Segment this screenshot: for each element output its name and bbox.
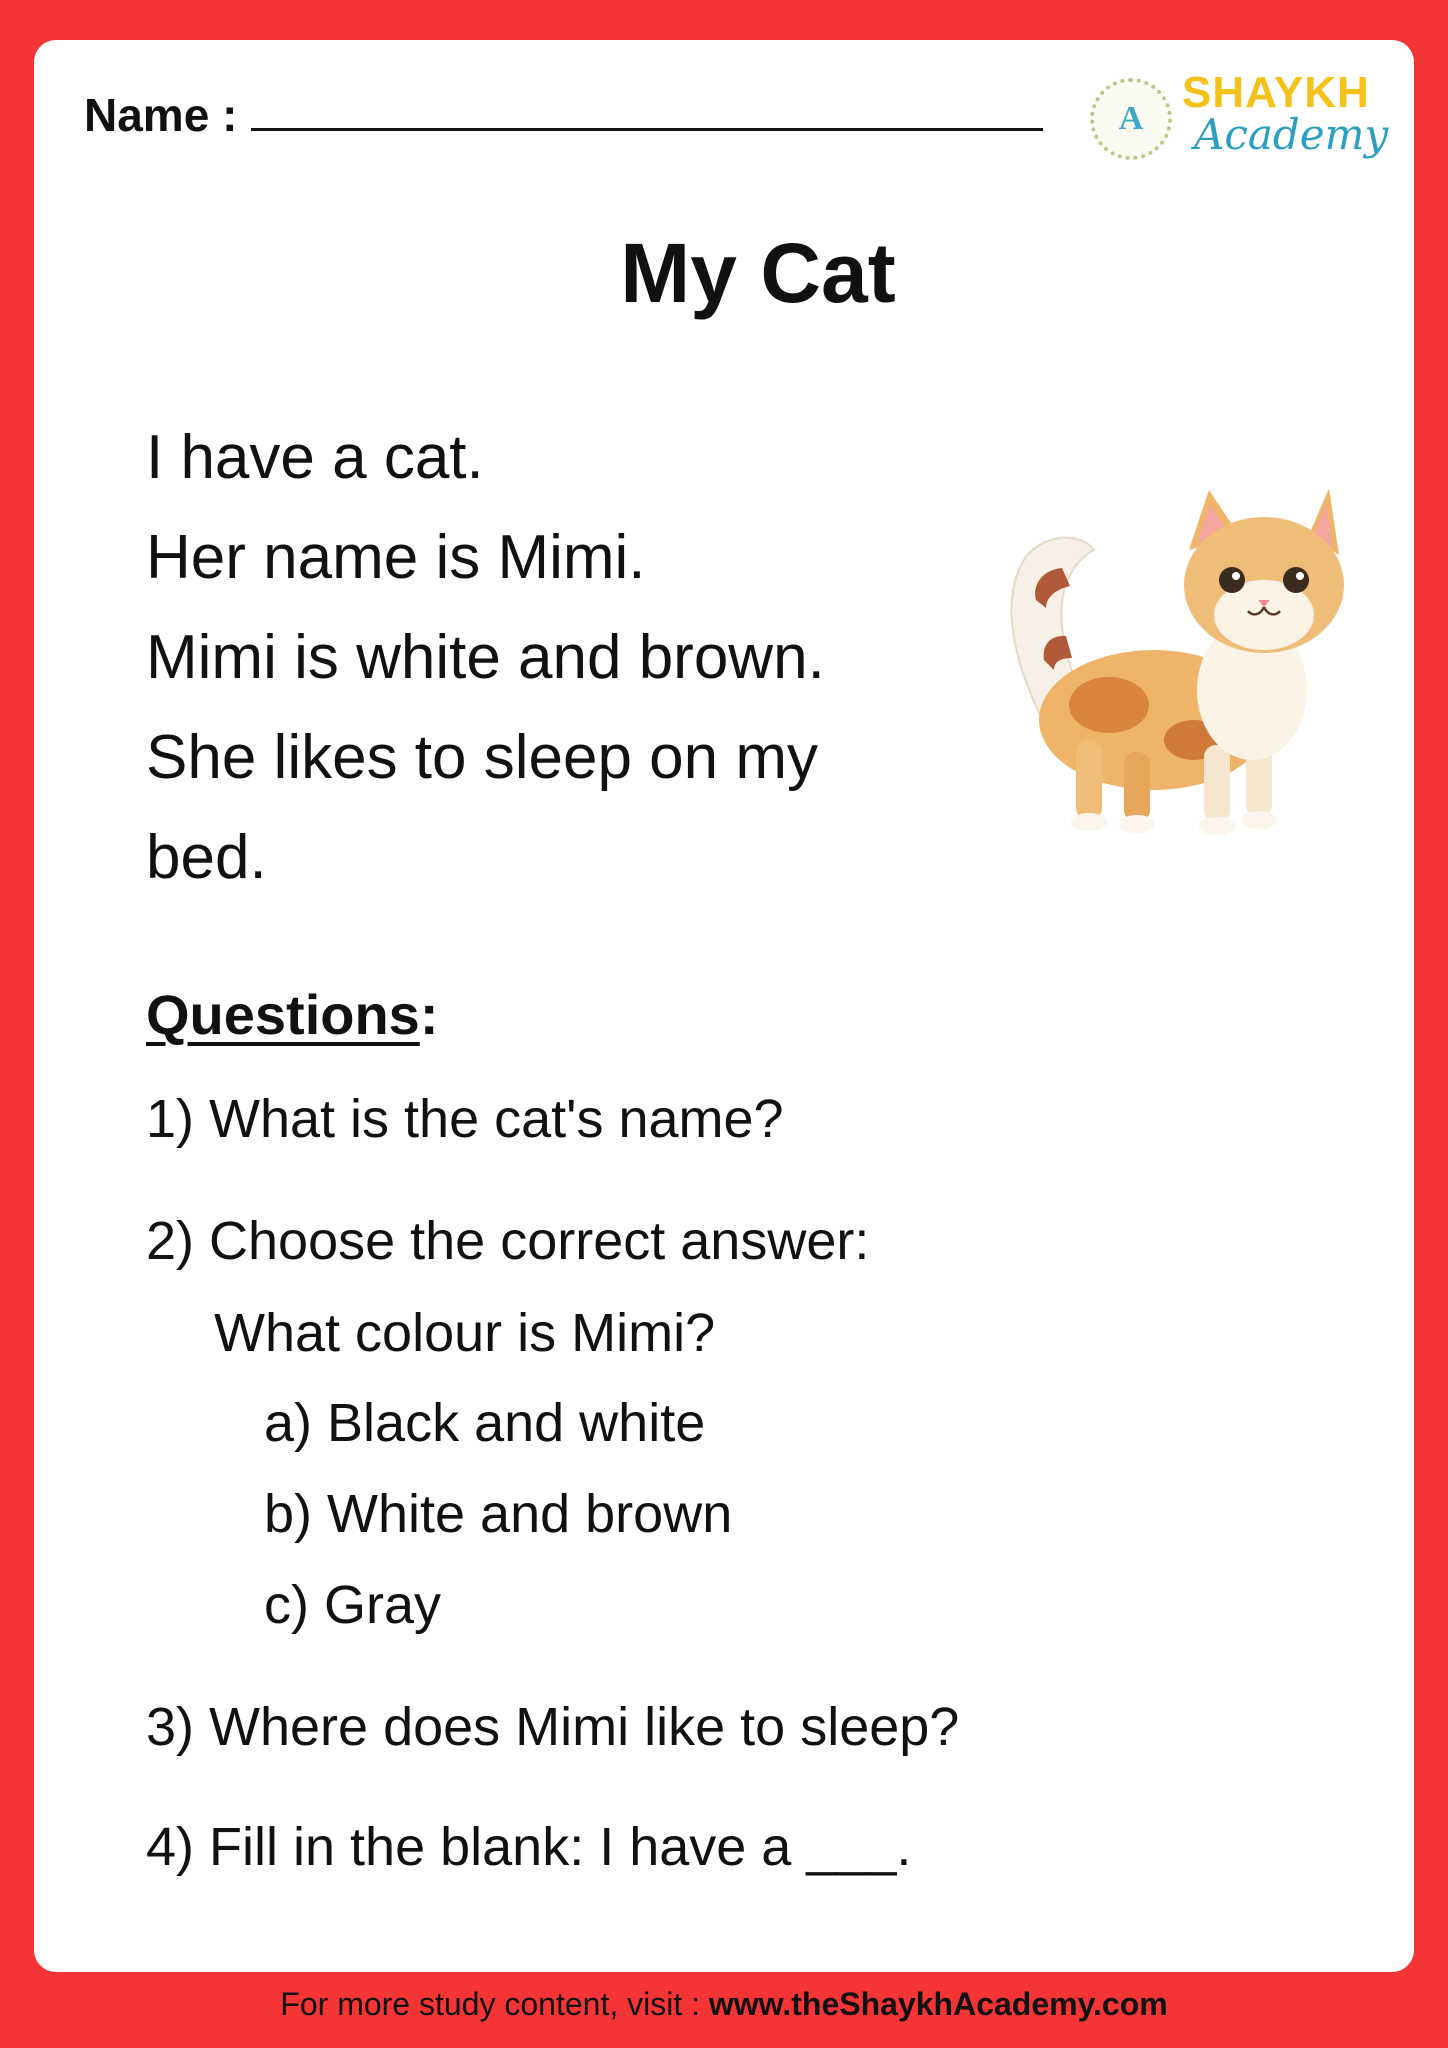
story-line: bed. [146,823,267,892]
name-row [84,88,1043,142]
logo-word-shaykh: SHAYKH [1182,68,1370,117]
worksheet-page [34,40,1414,1972]
question-3: 3) Where does Mimi like to sleep? [146,1697,960,1757]
question-1: 1) What is the cat's name? [146,1089,784,1149]
option-b[interactable]: b) White and brown [264,1484,733,1544]
shaykh-academy-logo [1090,68,1389,168]
logo-seal-icon: A [1090,78,1172,160]
question-4: 4) Fill in the blank: I have a ___. [146,1817,912,1877]
story-line: Her name is Mimi. [146,523,646,592]
questions-heading: Questions: [146,983,439,1046]
footer-link[interactable]: www.theShaykhAcademy.com [708,1986,1168,2022]
story-line: Mimi is white and brown. [146,623,825,692]
cat-illustration [984,490,1364,840]
footer-text: For more study content, visit : [280,1986,709,2022]
story-line: I have a cat. [146,423,484,492]
name-input-line[interactable] [251,88,1043,131]
page-title: My Cat [620,226,896,320]
story-text [146,408,1006,908]
option-c[interactable]: c) Gray [264,1575,442,1635]
option-a[interactable]: a) Black and white [264,1393,706,1453]
story-line: She likes to sleep on my [146,723,819,792]
question-2-prompt: What colour is Mimi? [214,1303,716,1363]
name-label: Name : [84,89,238,141]
logo-word-academy: Academy [1194,110,1389,159]
question-2: 2) Choose the correct answer: [146,1211,870,1271]
footer [0,1986,1448,2023]
